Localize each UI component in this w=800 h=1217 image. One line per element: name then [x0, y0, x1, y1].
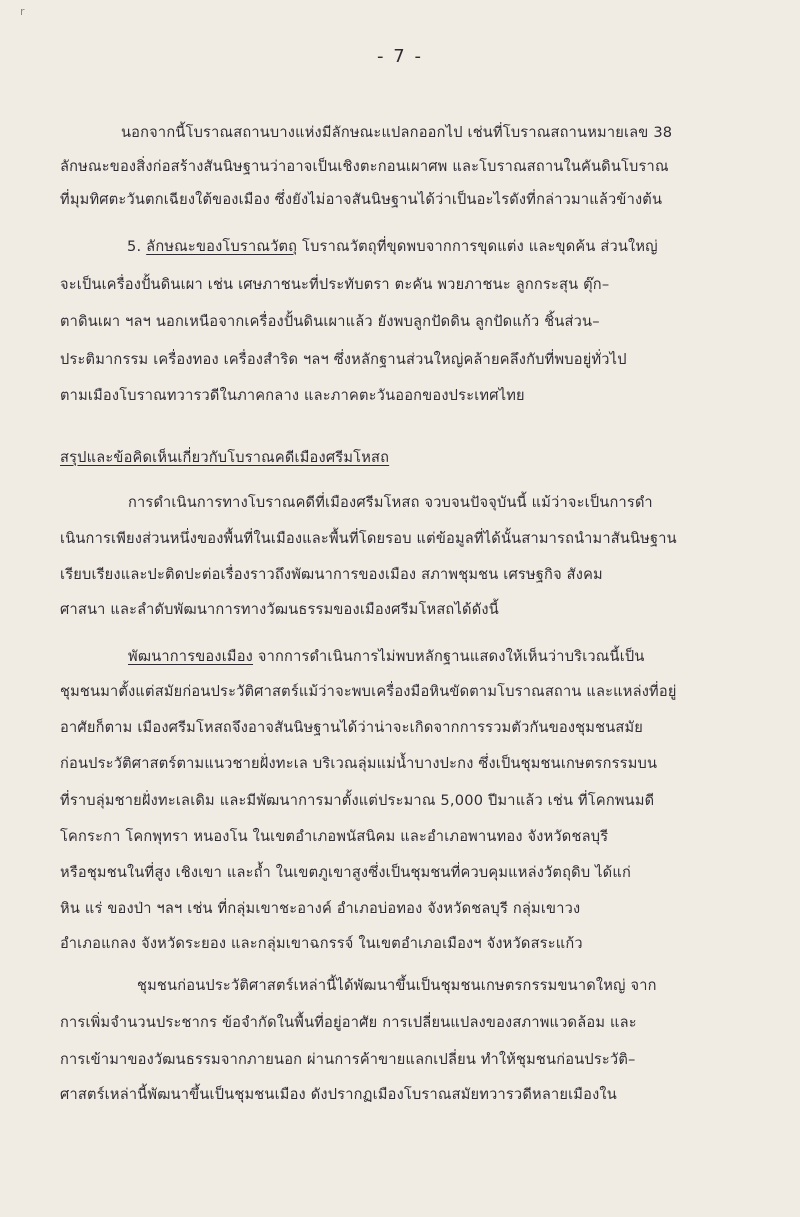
paragraph-line: ที่ราบลุ่มชายฝั่งทะเลเดิม และมีพัฒนาการมาตั้งแต่ประมาณ 5,000 ปีมาแล้ว เช่น ที่โคกพนมดี: [60, 792, 655, 809]
artifacts-first-line: [127, 235, 658, 258]
paragraph-line: การดำเนินการทางโบราณคดีที่เมืองศรีมโหสถ จวบจนปัจจุบันนี้ แม้ว่าจะเป็นการดำ: [128, 494, 653, 511]
paragraph-line: จะเป็นเครื่องปั้นดินเผา เช่น เศษภาชนะที่ประทับตรา ตะคัน พวยภาชนะ ลูกกระสุน ตุ๊ก–: [60, 276, 610, 293]
paragraph-line: ศาสตร์เหล่านี้พัฒนาขึ้นเป็นชุมชนเมือง ดังปรากฏเมืองโบราณสมัยทวารวดีหลายเมืองใน: [60, 1086, 617, 1103]
paragraph-line: การเพิ่มจำนวนประชากร ข้อจำกัดในพื้นที่อยู่อาศัย การเปลี่ยนแปลงของสภาพแวดล้อม และ: [60, 1014, 637, 1031]
corner-mark: r: [20, 5, 25, 18]
paragraph-text: จากการดำเนินการไม่พบหลักฐานแสดงให้เห็นว่าบริเวณนี้เป็น: [257, 648, 645, 665]
section-heading: ลักษณะของโบราณวัตถุ: [146, 238, 298, 255]
paragraph-line: ที่มุมทิศตะวันตกเฉียงใต้ของเมือง ซึ่งยังไม่อาจสันนิษฐานได้ว่าเป็นอะไรดังที่กล่าวมาแล้วข้างต้น: [60, 191, 663, 208]
paragraph-line: ลักษณะของสิ่งก่อสร้างสันนิษฐานว่าอาจเป็นเชิงตะกอนเผาศพ และโบราณสถานในคันดินโบราณ: [60, 158, 669, 175]
paragraph-line: การเข้ามาของวัฒนธรรมจากภายนอก ผ่านการค้าขายแลกเปลี่ยน ทำให้ชุมชนก่อนประวัติ–: [60, 1051, 636, 1068]
section-number: 5.: [127, 238, 142, 255]
paragraph-line: ชุมชนมาตั้งแต่สมัยก่อนประวัติศาสตร์แม้ว่าจะพบเครื่องมือหินขัดตามโบราณสถาน และแหล่งที่อยู่: [60, 683, 677, 700]
paragraph-line: นอกจากนี้โบราณสถานบางแห่งมีลักษณะแปลกออกไป เช่นที่โบราณสถานหมายเลข 38: [121, 124, 673, 141]
paragraph-line: อาศัยก็ตาม เมืองศรีมโหสถจึงอาจสันนิษฐานได้ว่าน่าจะเกิดจากการรวมตัวกันของชุมชนสมัย: [60, 719, 644, 736]
paragraph-line: หรือชุมชนในที่สูง เชิงเขา และถ้ำ ในเขตภูเขาสูงซึ่งเป็นชุมชนที่ควบคุมแหล่งวัตถุดิบ ได้แก่: [60, 864, 631, 881]
development-first-line: [128, 645, 645, 668]
paragraph-line: ตาดินเผา ฯลฯ นอกเหนือจากเครื่องปั้นดินเผาแล้ว ยังพบลูกปัดดิน ลูกปัดแก้ว ชิ้นส่วน–: [60, 313, 600, 330]
paragraph-line: ตามเมืองโบราณทวารวดีในภาคกลาง และภาคตะวันออกของประเทศไทย: [60, 387, 525, 404]
paragraph-line: ศาสนา และลำดับพัฒนาการทางวัฒนธรรมของเมืองศรีมโหสถได้ดังนี้: [60, 601, 499, 618]
paragraph-line: ก่อนประวัติศาสตร์ตามแนวชายฝั่งทะเล บริเวณลุ่มแม่น้ำบางปะกง ซึ่งเป็นชุมชนเกษตรกรรมบน: [60, 755, 658, 772]
paragraph-line: โคกระกา โคกพุทรา หนองโน ในเขตอำเภอพนัสนิคม และอำเภอพานทอง จังหวัดชลบุรี: [60, 828, 609, 845]
subsection-heading: พัฒนาการของเมือง: [128, 648, 254, 665]
paragraph-text: โบราณวัตถุที่ขุดพบจากการขุดแต่ง และขุดค้น ส่วนใหญ่: [302, 238, 658, 255]
paragraph-line: หิน แร่ ของป่า ฯลฯ เช่น ที่กลุ่มเขาชะอางค์ อำเภอบ่อทอง จังหวัดชลบุรี กลุ่มเขาวง: [60, 900, 581, 917]
paragraph-line: ชุมชนก่อนประวัติศาสตร์เหล่านี้ได้พัฒนาขึ้นเป็นชุมชนเกษตรกรรมขนาดใหญ่ จาก: [137, 977, 657, 994]
paragraph-line: เนินการเพียงส่วนหนึ่งของพื้นที่ในเมืองและพื้นที่โดยรอบ แต่ข้อมูลที่ได้นั้นสามารถนำมาสันนิษฐาน: [60, 530, 677, 547]
summary-heading: สรุปและข้อคิดเห็นเกี่ยวกับโบราณคดีเมืองศรีมโหสถ: [60, 449, 390, 466]
paragraph-line: อำเภอแกลง จังหวัดระยอง และกลุ่มเขาฉกรรจ์ ในเขตอำเภอเมืองฯ จังหวัดสระแก้ว: [60, 935, 583, 952]
page-number: - 7 -: [377, 46, 423, 67]
paragraph-line: ประติมากรรม เครื่องทอง เครื่องสำริด ฯลฯ ซึ่งหลักฐานส่วนใหญ่คล้ายคลึงกับที่พบอยู่ทั่วไป: [60, 351, 627, 368]
paragraph-line: เรียบเรียงและปะติดปะต่อเรื่องราวถึงพัฒนาการของเมือง สภาพชุมชน เศรษฐกิจ สังคม: [60, 566, 603, 583]
